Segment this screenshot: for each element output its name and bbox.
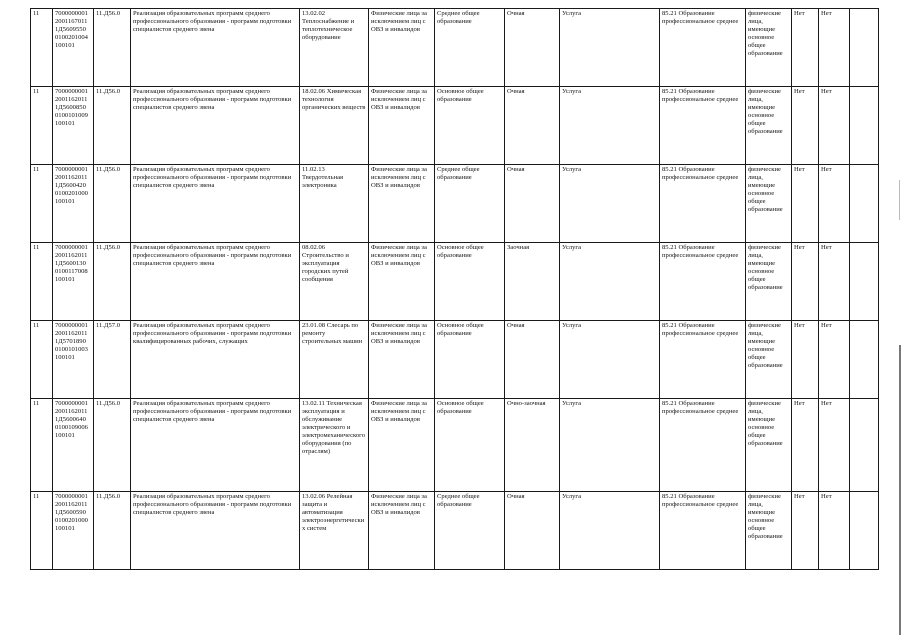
registry-code-cell: 7000000001 2001162011 1Д5600420 0100201000 100101	[53, 165, 94, 243]
okved-cell: 85.21 Образование профессиональное среднее	[660, 165, 746, 243]
service-type-cell: Услуга	[560, 492, 660, 570]
program-name-cell: Реализация образовательных программ среднего профессионального образования - программ подготовки квалифицированных рабочих, служащих	[131, 321, 300, 399]
flag-1-cell: Нет	[792, 87, 819, 165]
empty-cell	[850, 243, 879, 321]
service-kind-code-cell: 11.Д57.0	[94, 321, 131, 399]
row-number-cell: 11	[31, 492, 53, 570]
flag-1-cell: Нет	[792, 492, 819, 570]
empty-cell	[850, 492, 879, 570]
row-number-cell: 11	[31, 399, 53, 492]
registry-code-cell: 7000000001 2001162011 1Д5701890 0100101003 100101	[53, 321, 94, 399]
table-row	[31, 243, 879, 321]
base-education-cell: Основное общее образование	[435, 87, 505, 165]
consumer-category-cell: Физические лица за исключением лиц с ОВЗ и инвалидов	[369, 399, 435, 492]
base-education-cell: Основное общее образование	[435, 399, 505, 492]
service-kind-code-cell: 11.Д56.0	[94, 492, 131, 570]
flag-1-cell: Нет	[792, 399, 819, 492]
base-education-cell: Среднее общее образование	[435, 165, 505, 243]
table-row	[31, 9, 879, 87]
study-form-cell: Заочная	[505, 243, 560, 321]
table-row	[31, 492, 879, 570]
okved-cell: 85.21 Образование профессиональное среднее	[660, 243, 746, 321]
registry-code-cell: 7000000001 2001162011 1Д5600640 0100109006 100101	[53, 399, 94, 492]
flag-2-cell: Нет	[819, 399, 850, 492]
flag-1-cell: Нет	[792, 243, 819, 321]
specialty-cell: 13.02.11 Техническая эксплуатация и обслуживание электрического и электромеханического оборудования (по отраслям)	[300, 399, 369, 492]
service-kind-code-cell: 11.Д56.0	[94, 87, 131, 165]
flag-2-cell: Нет	[819, 321, 850, 399]
registry-code-cell: 7000000001 2001167011 1Д5609550 0100201004 100101	[53, 9, 94, 87]
service-type-cell: Услуга	[560, 165, 660, 243]
program-name-cell: Реализация образовательных программ среднего профессионального образования - программ подготовки специалистов среднего звена	[131, 399, 300, 492]
base-education-cell: Основное общее образование	[435, 321, 505, 399]
registry-code-cell: 7000000001 2001162011 1Д5600850 0100101009 100101	[53, 87, 94, 165]
services-registry-table	[30, 8, 879, 570]
flag-1-cell: Нет	[792, 321, 819, 399]
empty-cell	[850, 399, 879, 492]
service-kind-code-cell: 11.Д56.0	[94, 243, 131, 321]
service-kind-code-cell: 11.Д56.0	[94, 9, 131, 87]
flag-2-cell: Нет	[819, 165, 850, 243]
consumer-category-cell: Физические лица за исключением лиц с ОВЗ и инвалидов	[369, 9, 435, 87]
service-kind-code-cell: 11.Д56.0	[94, 399, 131, 492]
study-form-cell: Очная	[505, 321, 560, 399]
consumer-category-cell: Физические лица за исключением лиц с ОВЗ и инвалидов	[369, 87, 435, 165]
program-name-cell: Реализация образовательных программ среднего профессионального образования - программ подготовки специалистов среднего звена	[131, 87, 300, 165]
base-education-cell: Среднее общее образование	[435, 9, 505, 87]
row-number-cell: 11	[31, 321, 53, 399]
consumer-category-cell: Физические лица за исключением лиц с ОВЗ и инвалидов	[369, 321, 435, 399]
recipient-category-cell: физические лица, имеющие основное общее образование	[746, 492, 792, 570]
study-form-cell: Очная	[505, 87, 560, 165]
service-type-cell: Услуга	[560, 87, 660, 165]
empty-cell	[850, 165, 879, 243]
okved-cell: 85.21 Образование профессиональное среднее	[660, 87, 746, 165]
program-name-cell: Реализация образовательных программ среднего профессионального образования - программ подготовки специалистов среднего звена	[131, 9, 300, 87]
service-type-cell: Услуга	[560, 399, 660, 492]
okved-cell: 85.21 Образование профессиональное среднее	[660, 321, 746, 399]
row-number-cell: 11	[31, 243, 53, 321]
flag-2-cell: Нет	[819, 492, 850, 570]
specialty-cell: 08.02.06 Строительство и эксплуатация городских путей сообщения	[300, 243, 369, 321]
base-education-cell: Среднее общее образование	[435, 492, 505, 570]
flag-2-cell: Нет	[819, 87, 850, 165]
program-name-cell: Реализация образовательных программ среднего профессионального образования - программ подготовки специалистов среднего звена	[131, 243, 300, 321]
recipient-category-cell: физические лица, имеющие основное общее образование	[746, 321, 792, 399]
empty-cell	[850, 87, 879, 165]
specialty-cell: 13.02.06 Релейная защита и автоматизация электроэнергетических систем	[300, 492, 369, 570]
okved-cell: 85.21 Образование профессиональное среднее	[660, 399, 746, 492]
base-education-cell: Основное общее образование	[435, 243, 505, 321]
consumer-category-cell: Физические лица за исключением лиц с ОВЗ и инвалидов	[369, 165, 435, 243]
table-body	[31, 9, 879, 570]
service-type-cell: Услуга	[560, 243, 660, 321]
empty-cell	[850, 9, 879, 87]
table-row	[31, 399, 879, 492]
study-form-cell: Очная	[505, 492, 560, 570]
flag-1-cell: Нет	[792, 9, 819, 87]
specialty-cell: 18.02.06 Химическая технология органических веществ	[300, 87, 369, 165]
flag-1-cell: Нет	[792, 165, 819, 243]
recipient-category-cell: физические лица, имеющие основное общее образование	[746, 243, 792, 321]
table-row	[31, 165, 879, 243]
study-form-cell: Очная	[505, 165, 560, 243]
row-number-cell: 11	[31, 9, 53, 87]
consumer-category-cell: Физические лица за исключением лиц с ОВЗ и инвалидов	[369, 492, 435, 570]
recipient-category-cell: физические лица, имеющие основное общее образование	[746, 399, 792, 492]
program-name-cell: Реализация образовательных программ среднего профессионального образования - программ подготовки специалистов среднего звена	[131, 165, 300, 243]
registry-code-cell: 7000000001 2001162011 1Д5600130 0100117008 100101	[53, 243, 94, 321]
recipient-category-cell: физические лица, имеющие основное общее образование	[746, 165, 792, 243]
registry-code-cell: 7000000001 2001162011 1Д5600590 0100201000 100101	[53, 492, 94, 570]
row-number-cell: 11	[31, 87, 53, 165]
study-form-cell: Очная	[505, 9, 560, 87]
scan-edge-mark	[899, 180, 900, 220]
table-row	[31, 87, 879, 165]
specialty-cell: 13.02.02 Теплоснабжение и теплотехническое оборудование	[300, 9, 369, 87]
service-type-cell: Услуга	[560, 9, 660, 87]
recipient-category-cell: физические лица, имеющие основное общее образование	[746, 87, 792, 165]
flag-2-cell: Нет	[819, 9, 850, 87]
service-kind-code-cell: 11.Д56.0	[94, 165, 131, 243]
recipient-category-cell: физические лица, имеющие основное общее образование	[746, 9, 792, 87]
specialty-cell: 11.02.13 Твердотельная электроника	[300, 165, 369, 243]
specialty-cell: 23.01.08 Слесарь по ремонту строительных машин	[300, 321, 369, 399]
service-type-cell: Услуга	[560, 321, 660, 399]
okved-cell: 85.21 Образование профессиональное среднее	[660, 9, 746, 87]
row-number-cell: 11	[31, 165, 53, 243]
scan-margin-line	[899, 345, 901, 635]
empty-cell	[850, 321, 879, 399]
consumer-category-cell: Физические лица за исключением лиц с ОВЗ и инвалидов	[369, 243, 435, 321]
study-form-cell: Очно-заочная	[505, 399, 560, 492]
table-row	[31, 321, 879, 399]
flag-2-cell: Нет	[819, 243, 850, 321]
program-name-cell: Реализация образовательных программ среднего профессионального образования - программ подготовки специалистов среднего звена	[131, 492, 300, 570]
okved-cell: 85.21 Образование профессиональное среднее	[660, 492, 746, 570]
